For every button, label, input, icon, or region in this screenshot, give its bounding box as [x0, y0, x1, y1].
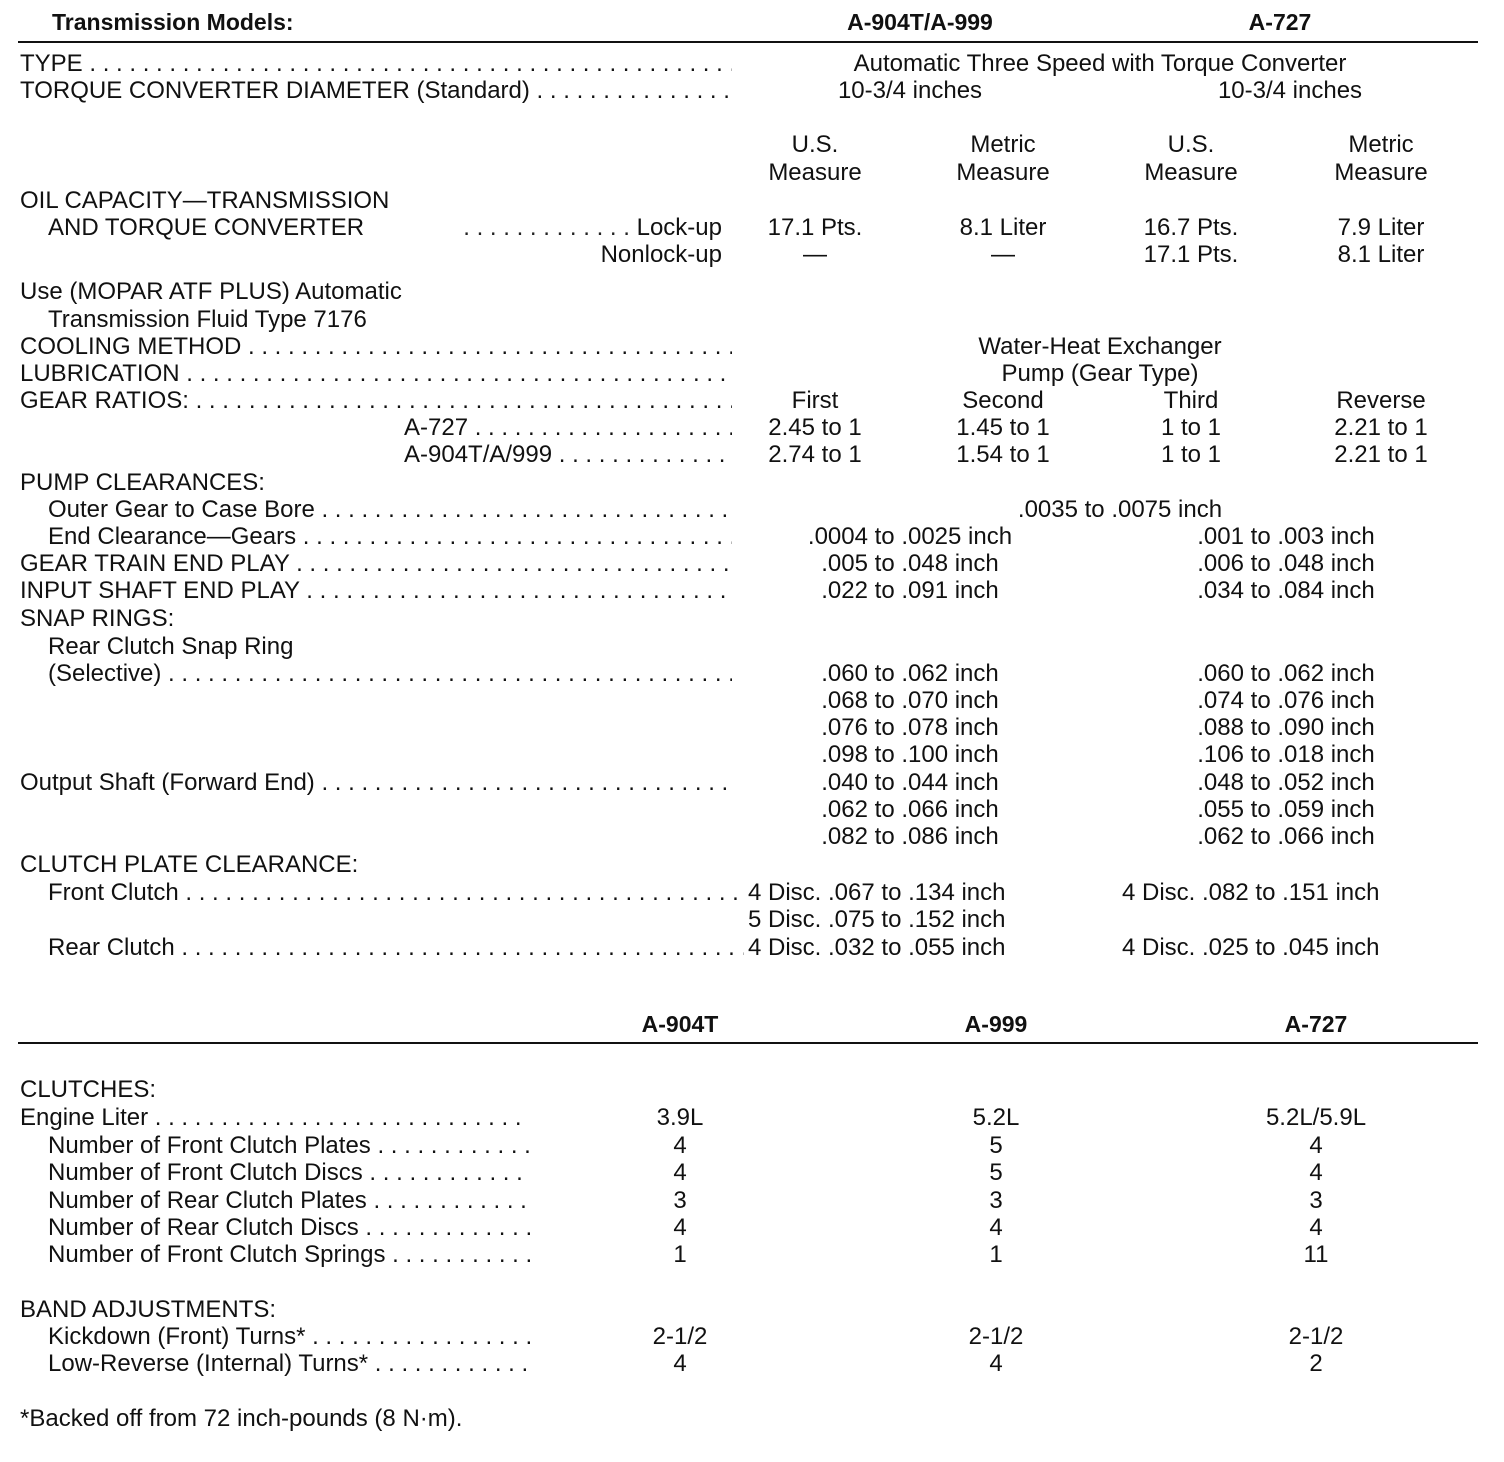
pump-outer-label: Outer Gear to Case Bore . . . — [48, 496, 732, 524]
snap-output-b: .055 to .059 inch — [1197, 796, 1375, 823]
snap-rear-b: .060 to .062 inch — [1197, 660, 1375, 687]
clutch-table-value: 4 — [1309, 1159, 1323, 1186]
snap-output-label: Output Shaft (Forward End) . . . — [20, 769, 732, 797]
snap-rear-a: .098 to .100 inch — [821, 741, 999, 768]
fluid-line-2: Transmission Fluid Type 7176 — [48, 306, 367, 333]
clutch-table-value: 4 — [1309, 1132, 1323, 1159]
gear-head-second: Second — [962, 387, 1044, 414]
pump-outer-value: .0035 to .0075 inch — [1017, 496, 1223, 523]
clutch-table-value: 4 — [1309, 1214, 1323, 1241]
snap-rear-label-2: (Selective) . . . — [48, 660, 732, 688]
table2-head-a904t: A-904T — [641, 1011, 719, 1037]
clutch-table-value: 1 — [673, 1241, 687, 1268]
tc-value-a: 10-3/4 inches — [837, 77, 983, 104]
oil-lockup-metric-a: 8.1 Liter — [959, 214, 1047, 241]
clutch-table-value: 4 — [989, 1214, 1003, 1241]
cooling-label: COOLING METHOD . . . — [20, 333, 732, 361]
gear-row-model: A-727 . . . — [404, 414, 732, 442]
clutch-table-value: 4 — [673, 1214, 687, 1241]
measure-head-us-b: U.S. Measure — [1144, 131, 1238, 186]
type-label: TYPE . . . — [20, 50, 732, 78]
oil-nonlock-metric-a: — — [991, 241, 1015, 268]
oil-nonlock-us-b: 17.1 Pts. — [1143, 241, 1239, 268]
clutch-table-value: 11 — [1303, 1241, 1329, 1268]
clutch-rear-a: 4 Disc. .032 to .055 inch — [748, 934, 1006, 961]
measure-head-us-a: U.S. Measure — [768, 131, 862, 186]
clutch-table-label: Number of Front Clutch Plates . . . — [48, 1132, 530, 1160]
gear-train-b: .006 to .048 inch — [1197, 550, 1375, 577]
band-row-label: Low-Reverse (Internal) Turns* . . . — [48, 1350, 530, 1378]
gear-row-value: 2.21 to 1 — [1334, 441, 1428, 468]
clutch-front-a: 5 Disc. .075 to .152 inch — [748, 906, 1006, 933]
gear-row-value: 2.45 to 1 — [768, 414, 862, 441]
gear-row-model: A-904T/A/999 . . . — [404, 441, 732, 469]
measure-head-metric-b: Metric Measure — [1334, 131, 1428, 186]
gear-row-value: 1.45 to 1 — [956, 414, 1050, 441]
models-label: Transmission Models: — [52, 9, 294, 35]
clutch-table-value: 4 — [673, 1132, 687, 1159]
snap-rear-a: .060 to .062 inch — [821, 660, 999, 687]
tc-value-b: 10-3/4 inches — [1217, 77, 1363, 104]
snap-output-a: .082 to .086 inch — [821, 823, 999, 850]
clutch-front-label: Front Clutch . . . — [48, 879, 744, 907]
gear-ratios-label: GEAR RATIOS: . . . — [20, 387, 732, 415]
clutch-front-b: 4 Disc. .082 to .151 inch — [1122, 879, 1380, 906]
snap-rings-label: SNAP RINGS: — [20, 605, 175, 632]
gear-train-label: GEAR TRAIN END PLAY . . . — [20, 550, 732, 578]
table2-rule — [18, 1042, 1478, 1044]
snap-rear-b: .088 to .090 inch — [1197, 714, 1375, 741]
snap-rear-a: .068 to .070 inch — [821, 687, 999, 714]
input-shaft-b: .034 to .084 inch — [1197, 577, 1375, 604]
pump-label: PUMP CLEARANCES: — [20, 469, 265, 496]
clutch-table-value: 3 — [989, 1187, 1003, 1214]
measure-head-metric-a: Metric Measure — [956, 131, 1050, 186]
oil-nonlock-label: Nonlock-up — [600, 241, 722, 268]
clutch-table-value: 5.2L — [972, 1104, 1020, 1131]
engine-liter-label: Engine Liter . . . — [20, 1104, 530, 1132]
pump-end-label: End Clearance—Gears . . . — [48, 523, 732, 551]
snap-rear-b: .106 to .018 inch — [1197, 741, 1375, 768]
oil-lockup-label: . . . . . . . . . . . . . Lock-up — [463, 214, 722, 241]
snap-rear-a: .076 to .078 inch — [821, 714, 999, 741]
clutch-plate-label: CLUTCH PLATE CLEARANCE: — [20, 851, 359, 878]
clutch-rear-label: Rear Clutch . . . — [48, 934, 744, 962]
gear-row-value: 2.21 to 1 — [1334, 414, 1428, 441]
band-row-value: 2-1/2 — [1288, 1323, 1344, 1350]
gear-head-third: Third — [1163, 387, 1219, 414]
clutch-table-value: 3.9L — [656, 1104, 704, 1131]
oil-nonlock-us-a: — — [803, 241, 827, 268]
band-row-value: 4 — [673, 1350, 687, 1377]
band-row-value: 2-1/2 — [968, 1323, 1024, 1350]
oil-lockup-us-b: 16.7 Pts. — [1143, 214, 1239, 241]
snap-output-a: .062 to .066 inch — [821, 796, 999, 823]
oil-lockup-metric-b: 7.9 Liter — [1337, 214, 1425, 241]
snap-rear-label-1: Rear Clutch Snap Ring — [48, 633, 294, 660]
clutch-rear-b: 4 Disc. .025 to .045 inch — [1122, 934, 1380, 961]
footnote: *Backed off from 72 inch-pounds (8 N·m). — [20, 1405, 463, 1432]
lubrication-label: LUBRICATION . . . — [20, 360, 732, 388]
oil-label-2: AND TORQUE CONVERTER — [48, 214, 365, 241]
gear-row-value: 1 to 1 — [1160, 414, 1222, 441]
gear-head-first: First — [791, 387, 839, 414]
clutch-table-value: 5 — [989, 1132, 1003, 1159]
gear-train-a: .005 to .048 inch — [821, 550, 999, 577]
pump-end-a: .0004 to .0025 inch — [807, 523, 1013, 550]
clutch-table-value: 3 — [1309, 1187, 1323, 1214]
clutch-table-label: Number of Rear Clutch Discs . . . — [48, 1214, 530, 1242]
input-shaft-a: .022 to .091 inch — [821, 577, 999, 604]
gear-row-value: 1.54 to 1 — [956, 441, 1050, 468]
pump-end-b: .001 to .003 inch — [1197, 523, 1375, 550]
snap-output-b: .048 to .052 inch — [1197, 769, 1375, 796]
snap-output-b: .062 to .066 inch — [1197, 823, 1375, 850]
header-rule — [18, 41, 1478, 43]
fluid-line-1: Use (MOPAR ATF PLUS) Automatic — [20, 278, 402, 305]
snap-output-a: .040 to .044 inch — [821, 769, 999, 796]
snap-rear-b: .074 to .076 inch — [1197, 687, 1375, 714]
band-row-value: 2 — [1309, 1350, 1323, 1377]
oil-label-1: OIL CAPACITY—TRANSMISSION — [20, 187, 390, 214]
clutch-table-value: 4 — [673, 1159, 687, 1186]
clutch-table-value: 3 — [673, 1187, 687, 1214]
gear-row-value: 2.74 to 1 — [768, 441, 862, 468]
clutch-table-label: Number of Front Clutch Discs . . . — [48, 1159, 530, 1187]
band-row-value: 2-1/2 — [652, 1323, 708, 1350]
tc-label: TORQUE CONVERTER DIAMETER (Standard) . . . — [20, 77, 732, 105]
gear-row-value: 1 to 1 — [1160, 441, 1222, 468]
clutch-table-value: 5.2L/5.9L — [1265, 1104, 1367, 1131]
clutch-table-value: 5 — [989, 1159, 1003, 1186]
cooling-value: Water-Heat Exchanger — [978, 333, 1222, 360]
band-label: BAND ADJUSTMENTS: — [20, 1296, 277, 1323]
table2-head-a999: A-999 — [964, 1011, 1028, 1037]
band-row-label: Kickdown (Front) Turns* . . . — [48, 1323, 530, 1351]
clutch-table-label: Number of Front Clutch Springs . . . — [48, 1241, 530, 1269]
gear-head-reverse: Reverse — [1336, 387, 1426, 414]
input-shaft-label: INPUT SHAFT END PLAY . . . — [20, 577, 732, 605]
clutches-label: CLUTCHES: — [20, 1076, 157, 1103]
oil-nonlock-metric-b: 8.1 Liter — [1337, 241, 1425, 268]
table2-head-a727: A-727 — [1284, 1011, 1348, 1037]
type-value: Automatic Three Speed with Torque Converter — [853, 50, 1347, 77]
band-row-value: 4 — [989, 1350, 1003, 1377]
oil-lockup-us-a: 17.1 Pts. — [767, 214, 863, 241]
clutch-front-a: 4 Disc. .067 to .134 inch — [748, 879, 1006, 906]
lubrication-value: Pump (Gear Type) — [1001, 360, 1199, 387]
clutch-table-value: 1 — [989, 1241, 1003, 1268]
model-col-a-head: A-904T/A-999 — [847, 9, 993, 35]
clutch-table-label: Number of Rear Clutch Plates . . . — [48, 1187, 530, 1215]
model-col-b-head: A-727 — [1248, 9, 1312, 35]
